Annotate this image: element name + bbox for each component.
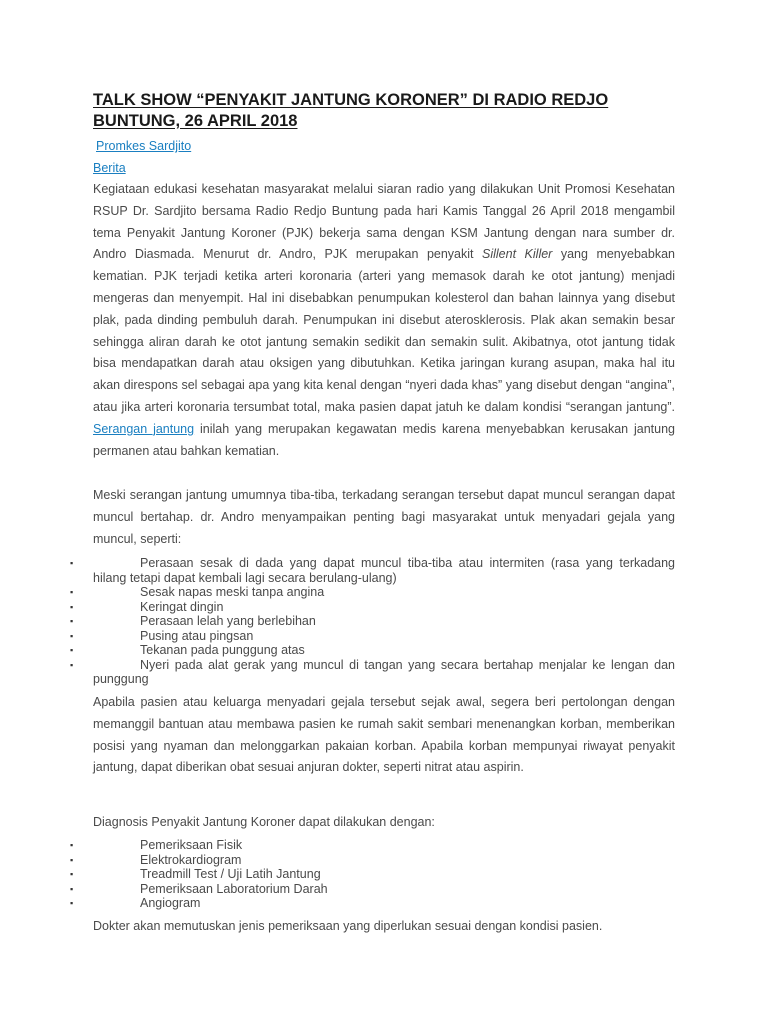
paragraph-diagnosis-intro: Diagnosis Penyakit Jantung Koroner dapat dilakukan dengan: bbox=[93, 815, 435, 829]
list-item bbox=[70, 556, 675, 585]
diagnosis-list bbox=[70, 838, 675, 911]
list-item-text: Perasaan lelah yang berlebihan bbox=[140, 614, 316, 628]
list-item bbox=[70, 600, 675, 615]
list-item-text: Keringat dingin bbox=[140, 599, 224, 614]
list-item bbox=[70, 643, 675, 658]
list-item bbox=[70, 838, 675, 853]
paragraph-conclusion: Dokter akan memutuskan jenis pemeriksaan yang diperlukan sesuai dengan kondisi pasien. bbox=[93, 919, 603, 933]
bullet-icon: ▪ bbox=[70, 883, 74, 894]
author-line bbox=[96, 138, 191, 154]
list-item bbox=[70, 867, 675, 882]
paragraph-intro-text-a: Kegiataan edukasi kesehatan masyarakat melalui siaran radio yang dilakukan Unit Promosi Kesehatan RSUP Dr. Sardjito bersama Radio Redjo Buntung pada hari Kamis Tanggal 26 April 2018 mengambil tema Penyakit Jantung Koroner (PJK) bekerja sama dengan KSM Jantung dengan nara sumber dr. Andro Diasmada. Menurut dr. Andro, PJK merupakan penyakit bbox=[93, 182, 675, 262]
serangan-jantung-link[interactable]: Serangan jantung bbox=[93, 421, 195, 436]
paragraph-intro-text-b: yang menyebabkan kematian. PJK terjadi ketika arteri koronaria (arteri yang memasok darah ke otot jantung) menjadi mengeras dan menyempit. Hal ini disebabkan penumpukan kolesterol dan bahan lainnya yang disebut plak, pada dinding pembuluh darah. Penumpukan ini disebut aterosklerosis. Plak akan semakin besar sehingga aliran darah ke otot jantung semakin sedikit dan semakin sulit. Akibatnya, otot jantung tidak bisa mendapatkan darah atau oksigen yang dibutuhkan. Ketika jaringan kurang asupan, maka hal itu akan direspons sel sebagai apa yang kita kenal dengan “nyeri dada khas” yang disebut dengan “angina”, atau jika arteri koronaria tersumbat total, maka pasien dapat jatuh ke dalam kondisi “serangan jantung”. bbox=[93, 247, 675, 414]
list-item-text: Elektrokardiogram bbox=[140, 852, 242, 867]
page-title: TALK SHOW “PENYAKIT JANTUNG KORONER” DI RADIO REDJO BUNTUNG, 26 APRIL 2018 bbox=[93, 91, 609, 130]
paragraph-intro bbox=[93, 179, 675, 462]
list-item bbox=[70, 882, 675, 897]
list-item-text: Pemeriksaan Laboratorium Darah bbox=[140, 881, 328, 896]
paragraph-intro-italic: Sillent Killer bbox=[482, 247, 553, 262]
list-item-text: Angiogram bbox=[140, 896, 201, 910]
bullet-icon: ▪ bbox=[70, 898, 74, 908]
bullet-icon: ▪ bbox=[70, 869, 74, 879]
category-link[interactable]: Berita bbox=[93, 161, 126, 175]
bullet-icon: ▪ bbox=[70, 659, 74, 670]
bullet-icon: ▪ bbox=[70, 601, 74, 612]
category-line bbox=[93, 160, 126, 176]
bullet-icon: ▪ bbox=[70, 854, 74, 865]
author-link[interactable]: Promkes Sardjito bbox=[96, 139, 192, 153]
list-item bbox=[70, 853, 675, 868]
bullet-icon: ▪ bbox=[70, 558, 74, 568]
symptoms-list bbox=[70, 556, 675, 687]
bullet-icon: ▪ bbox=[70, 587, 74, 597]
list-item bbox=[70, 629, 675, 644]
paragraph-first-aid: Apabila pasien atau keluarga menyadari gejala tersebut sejak awal, segera beri pertolongan dengan memanggil bantuan atau membawa pasien ke rumah sakit sembari menenangkan korban, memberikan posisi yang nyaman dan melonggarkan pakaian korban. Apabila korban mempunyai riwayat penyakit jantung, dapat diberikan obat sesuai anjuran dokter, seperti nitrat atau aspirin. bbox=[93, 695, 675, 775]
list-item bbox=[70, 585, 675, 600]
list-item-text: Pusing atau pingsan bbox=[140, 628, 254, 643]
bullet-icon: ▪ bbox=[70, 645, 74, 655]
list-item-text: Tekanan pada punggung atas bbox=[140, 643, 305, 657]
bullet-icon: ▪ bbox=[70, 630, 74, 641]
list-item bbox=[70, 658, 675, 687]
list-item-text: Perasaan sesak di dada yang dapat muncul tiba-tiba atau intermiten (rasa yang terkadang hilang tetapi dapat kembali lagi secara berulang-ulang) bbox=[93, 556, 675, 585]
list-item-text: Treadmill Test / Uji Latih Jantung bbox=[140, 867, 321, 881]
paragraph-intro-text-c: inilah yang merupakan kegawatan medis karena menyebabkan kerusakan jantung permanen atau bahkan kematian. bbox=[93, 421, 675, 458]
paragraph-symptoms-intro: Meski serangan jantung umumnya tiba-tiba, terkadang serangan tersebut dapat muncul serangan dapat muncul bertahap. dr. Andro menyampaikan penting bagi masyarakat untuk menyadari gejala yang muncul, seperti: bbox=[93, 488, 675, 546]
list-item bbox=[70, 896, 675, 911]
list-item bbox=[70, 614, 675, 629]
list-item-text: Nyeri pada alat gerak yang muncul di tangan yang secara bertahap menjalar ke lengan dan punggung bbox=[93, 657, 675, 686]
bullet-icon: ▪ bbox=[70, 840, 74, 850]
list-item-text: Sesak napas meski tanpa angina bbox=[140, 585, 325, 599]
bullet-icon: ▪ bbox=[70, 616, 74, 626]
list-item-text: Pemeriksaan Fisik bbox=[140, 838, 243, 852]
